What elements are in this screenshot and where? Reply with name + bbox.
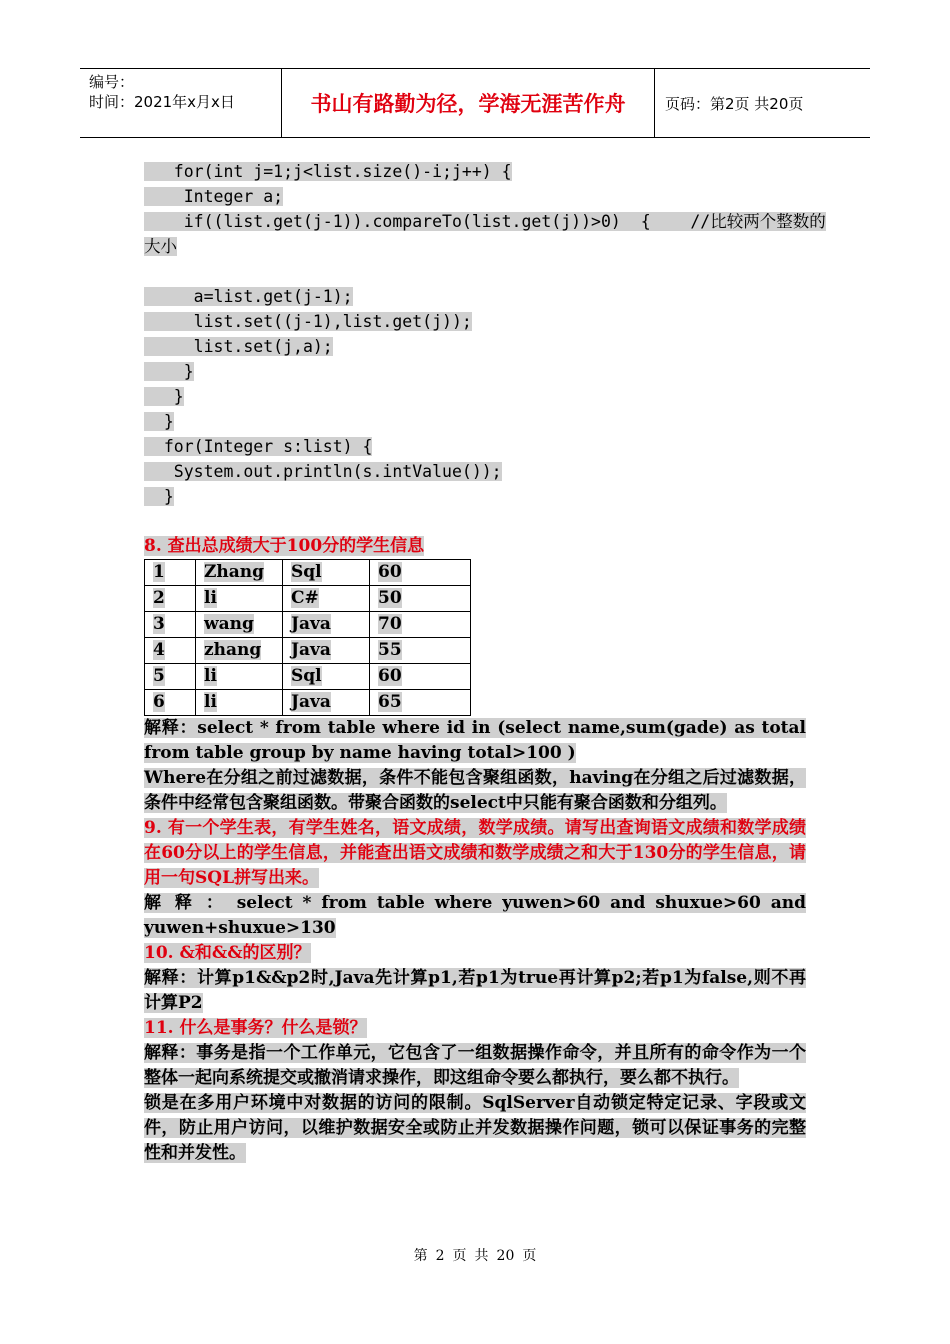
page-footer: 第 2 页 共 20 页	[413, 1248, 537, 1264]
code-block	[144, 159, 826, 509]
code-line: Integer a;	[144, 187, 284, 206]
code-line: }	[144, 387, 184, 406]
header-page-info: 页码：第2页 共20页	[665, 94, 804, 113]
question-9-answer: 解 释 ： select * from table where yuwen>60 and shuxue>60 and yuwen+shuxue>130	[144, 893, 806, 938]
question-10-answer: 解释：计算p1&&p2时,Java先计算p1,若p1为true再计算p2;若p1为false,则不再计算P2	[144, 968, 806, 1013]
table-row: 2 li C# 50	[145, 586, 471, 612]
question-10-title: 10. &和&&的区别？	[144, 943, 311, 963]
code-line: for(Integer s:list) {	[144, 437, 373, 456]
code-blank-line	[144, 259, 806, 284]
table-row: 5 li Sql 60	[145, 664, 471, 690]
question-11-title: 11. 什么是事务？什么是锁？	[144, 1018, 367, 1038]
time-label: 时间：2021年x月x日	[89, 93, 235, 111]
spacer	[144, 509, 806, 534]
page-header	[80, 68, 870, 138]
code-line: a=list.get(j-1);	[144, 287, 353, 306]
code-line: for(int j=1;j<list.size()-i;j++) {	[144, 162, 512, 181]
code-line: if((list.get(j-1)).compareTo(list.get(j))>0) { //比较两个整数的	[144, 212, 826, 231]
header-motto: 书山有路勤为径，学海无涯苦作舟	[282, 69, 655, 137]
table-row: 6 li Java 65	[145, 690, 471, 716]
question-10	[144, 941, 806, 1016]
code-line: }	[144, 412, 174, 431]
question-9-title: 9. 有一个学生表，有学生姓名，语文成绩，数学成绩。请写出查询语文成绩和数学成绩在60分以上的学生信息，并能查出语文成绩和数学成绩之和大于130分的学生信息，请用一句SQL拼写出来。	[144, 818, 806, 888]
code-line: }	[144, 487, 174, 506]
question-11	[144, 1016, 806, 1166]
table-row: 1 Zhang Sql 60	[145, 560, 471, 586]
code-line: 大小	[144, 237, 177, 256]
question-9	[144, 816, 806, 941]
code-line: list.set((j-1),list.get(j));	[144, 312, 472, 331]
question-8-answer: 解释：select * from table where id in (select name,sum(gade) as total from table group by name having total>100 )	[144, 718, 806, 763]
document-body	[144, 159, 826, 1166]
question-8	[144, 534, 806, 816]
question-11-answer-transaction: 解释：事务是指一个工作单元，它包含了一组数据操作命令，并且所有的命令作为一个整体一起向系统提交或撤消请求操作，即这组命令要么都执行，要么都不执行。	[144, 1043, 806, 1088]
header-meta	[80, 69, 282, 137]
code-line: list.set(j,a);	[144, 337, 333, 356]
table-row: 3 wang Java 70	[145, 612, 471, 638]
code-line: System.out.println(s.intValue());	[144, 462, 502, 481]
scores-table	[144, 559, 471, 716]
question-8-note: Where在分组之前过滤数据，条件不能包含聚组函数，having在分组之后过滤数据，条件中经常包含聚组函数。带聚合函数的select中只能有聚合函数和分组列。	[144, 768, 806, 813]
question-8-title: 8. 查出总成绩大于100分的学生信息	[144, 536, 425, 556]
code-line: }	[144, 362, 194, 381]
number-label: 编号：	[89, 73, 135, 91]
table-row: 4 zhang Java 55	[145, 638, 471, 664]
question-11-answer-lock: 锁是在多用户环境中对数据的访问的限制。SqlServer自动锁定特定记录、字段或文件，防止用户访问，以维护数据安全或防止并发数据操作问题，锁可以保证事务的完整性和并发性。	[144, 1093, 806, 1163]
